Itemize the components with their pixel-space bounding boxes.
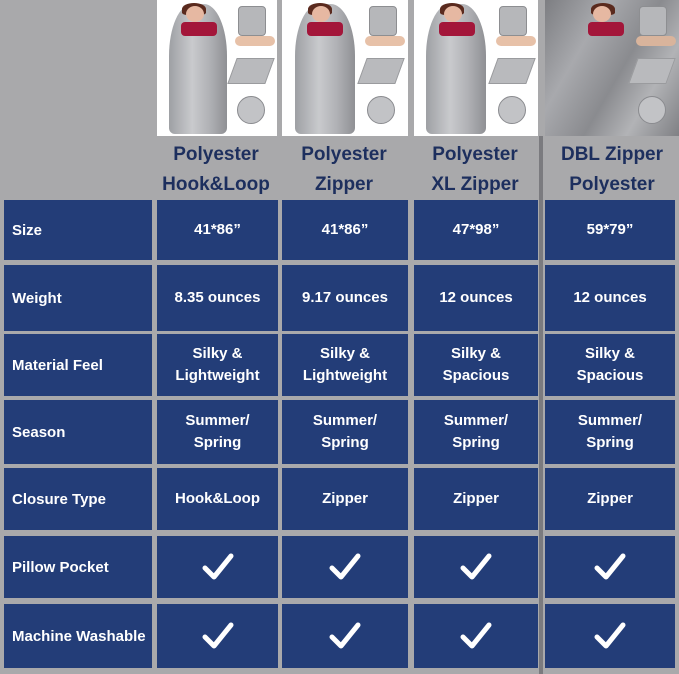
row-label-closure-type: Closure Type (4, 468, 152, 530)
cell-season: Summer/ Spring (282, 400, 408, 464)
check-icon (157, 604, 278, 668)
cell-season: Summer/ Spring (545, 400, 675, 464)
cell-closure-type: Zipper (545, 468, 675, 530)
column-header-xl-zipper: Polyester XL Zipper (431, 144, 519, 195)
product-image-zipper (282, 0, 408, 136)
column-header-hook-loop: Polyester Hook&Loop (162, 144, 270, 195)
row-label-weight: Weight (4, 265, 152, 331)
cell-season: Summer/ Spring (414, 400, 538, 464)
cell-closure-type: Zipper (282, 468, 408, 530)
cell-material-feel: Silky & Spacious (414, 334, 538, 396)
row-label-pillow-pocket: Pillow Pocket (4, 536, 152, 598)
row-label-machine-washable: Machine Washable (4, 604, 152, 668)
check-icon (545, 604, 675, 668)
check-icon (414, 536, 538, 598)
cell-material-feel: Silky & Lightweight (282, 334, 408, 396)
row-label-size: Size (4, 200, 152, 260)
column-header-dbl-zipper: DBL Zipper Polyester (560, 144, 664, 195)
cell-weight: 8.35 ounces (157, 265, 278, 331)
cell-size: 41*86” (157, 200, 278, 260)
check-icon (282, 536, 408, 598)
cell-size: 41*86” (282, 200, 408, 260)
cell-weight: 9.17 ounces (282, 265, 408, 331)
column-header-zipper: Polyester Zipper (301, 144, 387, 195)
cell-size: 47*98” (414, 200, 538, 260)
cell-weight: 12 ounces (414, 265, 538, 331)
cell-size: 59*79” (545, 200, 675, 260)
cell-closure-type: Hook&Loop (157, 468, 278, 530)
row-label-material-feel: Material Feel (4, 334, 152, 396)
cell-material-feel: Silky & Lightweight (157, 334, 278, 396)
column-divider (539, 136, 543, 674)
cell-material-feel: Silky & Spacious (545, 334, 675, 396)
product-image-dbl-zipper (545, 0, 679, 136)
check-icon (282, 604, 408, 668)
cell-closure-type: Zipper (414, 468, 538, 530)
product-image-hook-loop (157, 0, 277, 136)
product-image-xl-zipper (414, 0, 538, 136)
check-icon (157, 536, 278, 598)
check-icon (414, 604, 538, 668)
cell-weight: 12 ounces (545, 265, 675, 331)
cell-season: Summer/ Spring (157, 400, 278, 464)
row-label-season: Season (4, 400, 152, 464)
check-icon (545, 536, 675, 598)
